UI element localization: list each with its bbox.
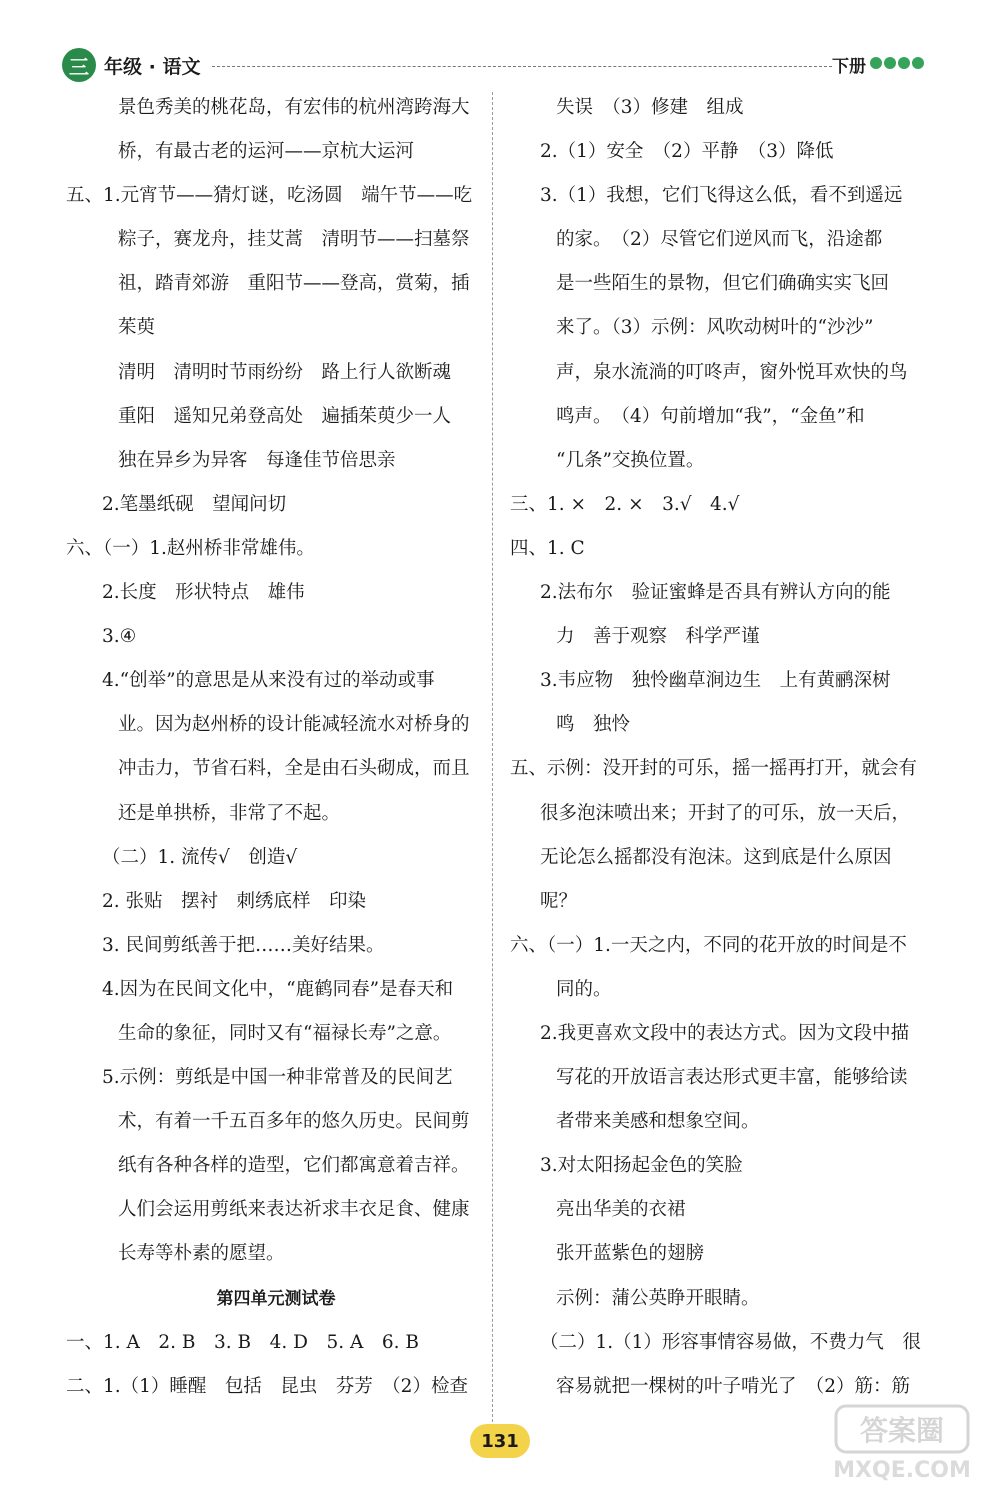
text-line: 茱萸 [118, 317, 156, 339]
watermark-stamp-icon [832, 1400, 972, 1460]
text-line: 亮出华美的衣裙 [556, 1199, 686, 1221]
text-line: 祖，踏青郊游 重阳节——登高，赏菊，插 [118, 273, 470, 295]
text-line: 业。因为赵州桥的设计能减轻流水对桥身的 [118, 714, 470, 736]
text-line: 5.示例：剪纸是中国一种非常普及的民间艺 [102, 1067, 453, 1089]
text-line: 呢？ [540, 890, 578, 912]
text-line: 一、1. A 2. B 3. B 4. D 5. A 6. B [66, 1331, 420, 1353]
text-line: 还是单拱桥，非常了不起。 [118, 802, 341, 824]
text-line: 2.长度 形状特点 雄伟 [102, 582, 305, 604]
text-line: 长寿等朴素的愿望。 [118, 1243, 285, 1265]
text-line: 六、（一）1.赵州桥非常雄伟。 [66, 537, 315, 559]
page-number: 131 [470, 1424, 530, 1458]
watermark-logo [832, 1400, 972, 1490]
text-line: 重阳 遥知兄弟登高处 遍插茱萸少一人 [118, 405, 452, 427]
watermark-text: MXQE.COM [833, 1458, 971, 1483]
text-line: 者带来美感和想象空间。 [556, 1111, 760, 1133]
text-line: 二、1.（1）睡醒 包括 昆虫 芬芳 （2）检查 [66, 1375, 468, 1397]
text-line: 冲击力，节省石料，全是由石头砌成，而且 [118, 758, 470, 780]
text-line: 粽子，赛龙舟，挂艾蒿 清明节——扫墓祭 [118, 229, 470, 251]
text-line: 六、（一）1.一天之内，不同的花开放的时间是不 [510, 934, 907, 956]
text-line: 2.我更喜欢文段中的表达方式。因为文段中描 [540, 1022, 910, 1044]
text-line: 桥，有最古老的运河——京杭大运河 [118, 141, 415, 163]
text-line: 同的。 [556, 978, 612, 1000]
text-line: 生命的象征，同时又有“福禄长寿”之意。 [118, 1022, 452, 1044]
page-header [62, 44, 942, 86]
text-line: 五、示例：没开封的可乐，摇一摇再打开，就会有 [510, 758, 918, 780]
text-line: 4.因为在民间文化中，“鹿鹤同春”是春天和 [102, 978, 454, 1000]
text-line: 是一些陌生的景物，但它们确确实实飞回 [556, 273, 890, 295]
text-line: 清明 清明时节雨纷纷 路上行人欲断魂 [118, 361, 452, 383]
text-line: 独在异乡为异客 每逢佳节倍思亲 [118, 449, 396, 471]
text-line: 4.“创举”的意思是从来没有过的举动或事 [102, 670, 435, 692]
text-line: 容易就把一棵树的叶子啃光了 （2）筋：筋 [556, 1375, 911, 1397]
grade-subject-label: 年级 · 语文 [104, 56, 201, 78]
text-line: 纸有各种各样的造型，它们都寓意着吉祥。 [118, 1155, 470, 1177]
text-line: 无论怎么摇都没有泡沫。这到底是什么原因 [540, 846, 892, 868]
text-line: 3.对太阳扬起金色的笑脸 [540, 1155, 743, 1177]
text-line: 示例：蒲公英睁开眼睛。 [556, 1287, 760, 1309]
text-line: 人们会运用剪纸来表达祈求丰衣足食、健康 [118, 1199, 470, 1221]
text-line: 2. 张贴 摆衬 刺绣底样 印染 [102, 890, 367, 912]
volume-label: 下册 [832, 57, 866, 77]
text-line: 很多泡沫喷出来；开封了的可乐，放一天后， [540, 802, 911, 824]
text-line: （二）1.（1）形容事情容易做，不费力气 很 [540, 1331, 921, 1353]
right-column [510, 86, 930, 1409]
text-line: 四、1. C [510, 537, 585, 559]
text-line: 来了。（3）示例：风吹动树叶的“沙沙” [556, 317, 874, 339]
text-line: 3.韦应物 独怜幽草涧边生 上有黄鹂深树 [540, 670, 891, 692]
text-line: 的家。 （2）尽管它们逆风而飞，沿途都 [556, 229, 883, 251]
decorative-dots-icon [870, 57, 924, 69]
text-line: （二）1. 流传√ 创造√ [102, 846, 298, 868]
text-line: 3.④ [102, 626, 137, 648]
text-line: 失误 （3）修建 组成 [556, 97, 744, 118]
text-line: 2.（1）安全 （2）平静 （3）降低 [540, 141, 834, 163]
text-line: 术，有着一千五百多年的悠久历史。民间剪 [118, 1111, 470, 1133]
left-column [66, 86, 486, 1409]
text-line: 张开蓝紫色的翅膀 [556, 1243, 705, 1265]
text-line: 声，泉水流淌的叮咚声，窗外悦耳欢快的鸟 [556, 361, 908, 383]
text-line: 力 善于观察 科学严谨 [556, 626, 760, 648]
text-line: 鸣声。 （4）句前增加“我”，“金鱼”和 [556, 405, 865, 427]
column-divider [492, 92, 493, 1422]
text-line: 2.法布尔 验证蜜蜂是否具有辨认方向的能 [540, 582, 891, 604]
text-line: 写花的开放语言表达形式更丰富，能够给读 [556, 1067, 908, 1089]
text-line: 五、1.元宵节——猜灯谜，吃汤圆 端午节——吃 [66, 185, 473, 207]
text-line: 三、1. × 2. × 3.√ 4.√ [510, 493, 740, 515]
text-line: 2.笔墨纸砚 望闻问切 [102, 493, 287, 515]
text-line: 3. 民间剪纸善于把……美好结果。 [102, 934, 385, 956]
header-divider [212, 66, 832, 67]
text-line: 景色秀美的桃花岛，有宏伟的杭州湾跨海大 [118, 97, 470, 118]
grade-badge: 三 [62, 48, 96, 82]
text-line: 3.（1）我想，它们飞得这么低，看不到遥远 [540, 185, 903, 207]
text-line: “几条”交换位置。 [556, 449, 705, 471]
text-line: 鸣 独怜 [556, 714, 631, 736]
svg-text:答案圈: 答案圈 [859, 1414, 945, 1447]
text-line: 第四单元测试卷 [216, 1288, 336, 1309]
